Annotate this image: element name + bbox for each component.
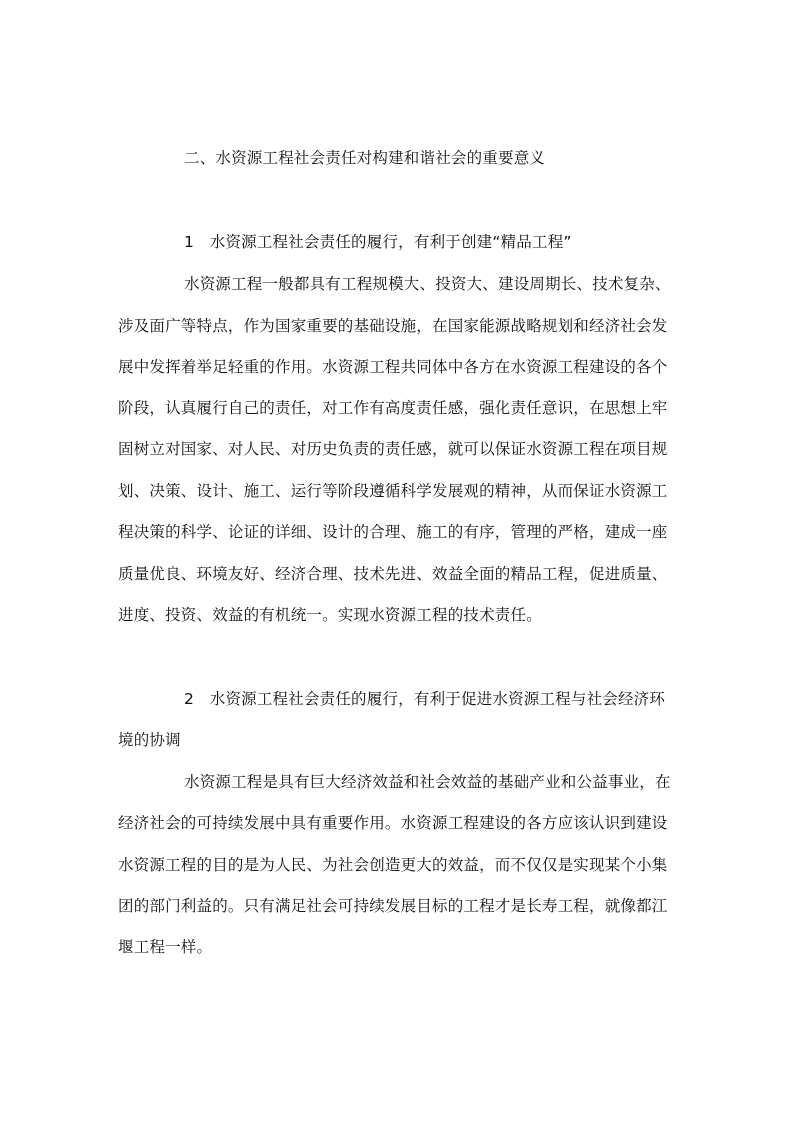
paragraph-1-line-9: 进度、投资、效益的有机统一。实现水资源工程的技术责任。 bbox=[118, 606, 542, 624]
paragraph-1-line-3: 展中发挥着举足轻重的作用。水资源工程共同体中各方在水资源工程建设的各个 bbox=[118, 358, 668, 376]
paragraph-2-line-3: 水资源工程的目的是为人民、为社会创造更大的效益，而不仅仅是实现某个小集 bbox=[118, 856, 668, 874]
section-title: 二、水资源工程社会责任对构建和谐社会的重要意义 bbox=[184, 149, 546, 167]
subsection-2-heading-line-1: 2 水资源工程社会责任的履行，有利于促进水资源工程与社会经济环 bbox=[184, 690, 666, 708]
subsection-1-heading: 1 水资源工程社会责任的履行，有利于创建“精品工程” bbox=[184, 233, 572, 251]
paragraph-1-line-7: 程决策的科学、论证的详细、设计的合理、施工的有序，管理的严格，建成一座 bbox=[118, 523, 668, 541]
paragraph-1-line-2: 涉及面广等特点，作为国家重要的基础设施，在国家能源战略规划和经济社会发 bbox=[118, 317, 668, 335]
paragraph-2-line-5: 堰工程一样。 bbox=[118, 938, 213, 956]
paragraph-1-line-5: 固树立对国家、对人民、对历史负责的责任感，就可以保证水资源工程在项目规 bbox=[118, 440, 668, 458]
paragraph-1-line-1: 水资源工程一般都具有工程规模大、投资大、建设周期长、技术复杂、 bbox=[184, 275, 671, 293]
paragraph-2-line-2: 经济社会的可持续发展中具有重要作用。水资源工程建设的各方应该认识到建设 bbox=[118, 814, 668, 832]
paragraph-1-line-6: 划、决策、设计、施工、运行等阶段遵循科学发展观的精神，从而保证水资源工 bbox=[118, 482, 668, 500]
paragraph-2-line-1: 水资源工程是具有巨大经济效益和社会效益的基础产业和公益事业，在 bbox=[184, 773, 671, 791]
subsection-2-heading-line-2: 境的协调 bbox=[118, 731, 181, 749]
paragraph-1-line-4: 阶段，认真履行自己的责任，对工作有高度责任感，强化责任意识，在思想上牢 bbox=[118, 399, 668, 417]
paragraph-2-line-4: 团的部门利益的。只有满足社会可持续发展目标的工程才是长寿工程，就像都江 bbox=[118, 897, 668, 915]
paragraph-1-line-8: 质量优良、环境友好、经济合理、技术先进、效益全面的精品工程，促进质量、 bbox=[118, 565, 668, 583]
